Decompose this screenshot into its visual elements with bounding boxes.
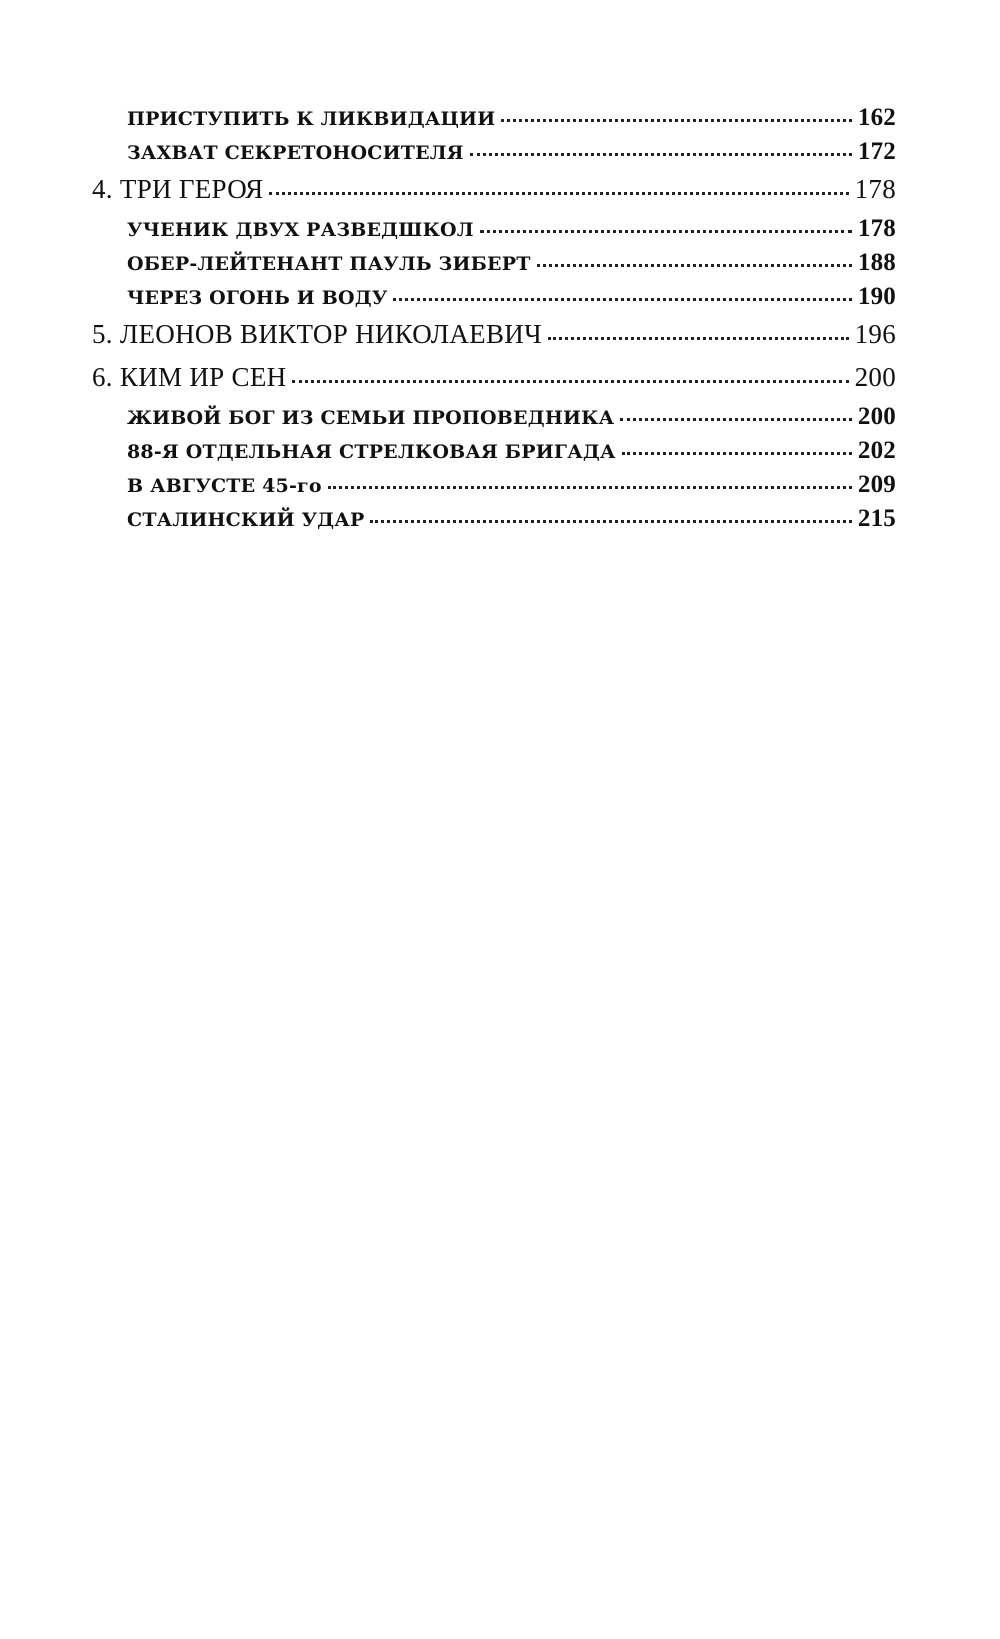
toc-entry xyxy=(92,215,896,249)
toc-entry-title: 88-Я ОТДЕЛЬНАЯ СТРЕЛКОВАЯ БРИГАДА xyxy=(127,441,616,463)
toc-entry xyxy=(92,437,896,471)
dot-leader xyxy=(269,192,848,195)
toc-entry xyxy=(92,471,896,505)
toc-entry-title: В АВГУСТЕ 45-го xyxy=(127,475,322,497)
toc-chapter-page: 196 xyxy=(854,319,896,349)
toc-entry-title: ЧЕРЕЗ ОГОНЬ И ВОДУ xyxy=(127,287,388,309)
toc-entry-page: 209 xyxy=(857,471,896,498)
dot-leader xyxy=(370,520,851,523)
dot-leader xyxy=(501,119,852,122)
toc-chapter-title: 5. ЛЕОНОВ ВИКТОР НИКОЛАЕВИЧ xyxy=(92,319,542,349)
dot-leader xyxy=(622,452,852,455)
toc-entry xyxy=(92,505,896,539)
toc-entry-page: 172 xyxy=(857,138,896,165)
dot-leader xyxy=(620,418,852,421)
toc-entry-title: ОБЕР-ЛЕЙТЕНАНТ ПАУЛЬ ЗИБЕРТ xyxy=(127,253,531,275)
toc-entry-title: СТАЛИНСКИЙ УДАР xyxy=(127,509,365,531)
toc-chapter-title: 4. ТРИ ГЕРОЯ xyxy=(92,174,264,204)
toc-entry-title: УЧЕНИК ДВУХ РАЗВЕДШКОЛ xyxy=(127,219,474,241)
dot-leader xyxy=(393,298,851,301)
dot-leader xyxy=(548,337,849,340)
table-of-contents xyxy=(92,104,896,539)
toc-entry xyxy=(92,249,896,283)
toc-entry-page: 162 xyxy=(857,104,896,131)
toc-entry-page: 215 xyxy=(857,505,896,532)
toc-entry-page: 178 xyxy=(857,215,896,242)
toc-entry-title: ЖИВОЙ БОГ ИЗ СЕМЬИ ПРОПОВЕДНИКА xyxy=(127,407,615,429)
dot-leader xyxy=(480,230,852,233)
toc-entry-title: ПРИСТУПИТЬ К ЛИКВИДАЦИИ xyxy=(127,108,496,130)
dot-leader xyxy=(470,153,852,156)
toc-chapter xyxy=(92,172,896,215)
dot-leader xyxy=(292,380,848,383)
toc-entry-page: 202 xyxy=(857,437,896,464)
toc-entry xyxy=(92,283,896,317)
toc-entry-page: 200 xyxy=(857,403,896,430)
toc-chapter-page: 178 xyxy=(854,174,896,204)
dot-leader xyxy=(328,486,852,489)
toc-entry xyxy=(92,104,896,138)
toc-chapter-title: 6. КИМ ИР СЕН xyxy=(92,362,287,392)
toc-entry xyxy=(92,403,896,437)
toc-entry-title: ЗАХВАТ СЕКРЕТОНОСИТЕЛЯ xyxy=(127,142,464,164)
toc-entry-page: 190 xyxy=(857,283,896,310)
toc-chapter xyxy=(92,360,896,403)
toc-entry-page: 188 xyxy=(857,249,896,276)
dot-leader xyxy=(537,264,852,267)
toc-chapter-page: 200 xyxy=(854,362,896,392)
toc-entry xyxy=(92,138,896,172)
toc-chapter xyxy=(92,317,896,360)
